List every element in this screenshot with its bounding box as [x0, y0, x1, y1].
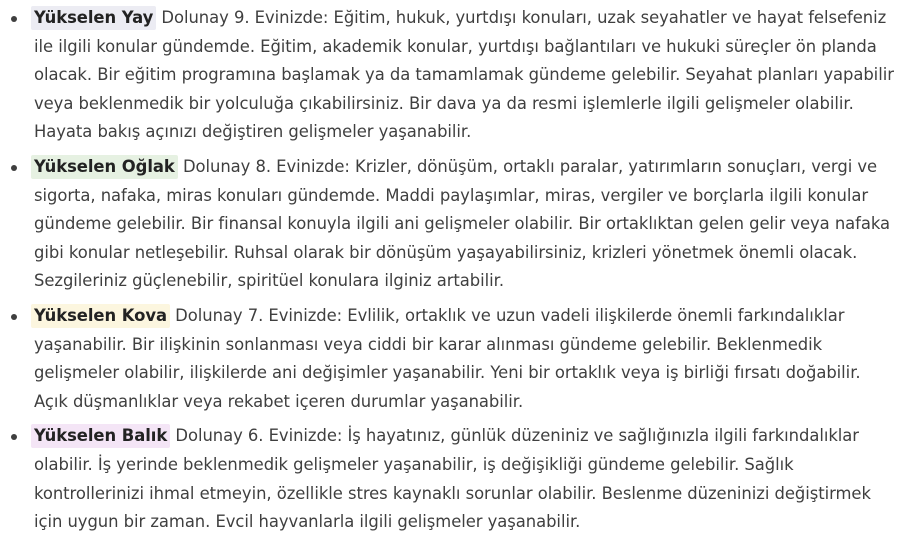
bullet-icon	[11, 314, 17, 320]
sign-label: Yükselen Balık	[31, 424, 170, 448]
entry-text: Dolunay 8. Evinizde: Krizler, dönüşüm, ortaklı paralar, yatırımların sonuçları, vergi ve sigorta, nafaka, miras konuları gündemde. Maddi paylaşımlar, miras, vergiler ve borçlarla ilgili konular gündeme gelebilir. Bir finansal konuyla ilgili ani gelişmeler olabilir. Bir ortaklıktan gelen gelir veya nafaka gibi konular netleşebilir. Ruhsal olarak bir dönüşüm yaşayabilirsiniz, krizleri yönetmek önemli olacak. Sezgileriniz güçlenebilir, spiritüel konulara ilginiz artabilir.	[34, 156, 891, 291]
bullet-icon	[11, 16, 17, 22]
sign-label: Yükselen Kova	[31, 304, 170, 328]
list-item-kova	[11, 302, 895, 416]
list-item-yay	[11, 4, 895, 147]
entry-text: Dolunay 6. Evinizde: İş hayatınız, günlük düzeniniz ve sağlığınızla ilgili farkındalıklar olabilir. İş yerinde beklenmedik gelişmeler yaşanabilir, iş değişikliği gündeme gelebilir. Sağlık kontrollerinizi ihmal etmeyin, özellikle stres kaynaklı sorunlar olabilir. Beslenme düzeninizi değiştirmek için uygun bir zaman. Evcil hayvanlarla ilgili gelişmeler yaşanabilir.	[34, 426, 871, 532]
entry-text: Dolunay 7. Evinizde: Evlilik, ortaklık ve uzun vadeli ilişkilerde önemli farkındalıklar yaşanabilir. Bir ilişkinin sonlanması veya ciddi bir karar alınması gündeme gelebilir. Beklenmedik gelişmeler olabilir, ilişkilerde ani değişimler yaşanabilir. Yeni bir ortaklık veya iş birliği fırsatı doğabilir. Açık düşmanlıklar veya rekabet içeren durumlar yaşanabilir.	[34, 305, 861, 411]
bullet-icon	[11, 165, 17, 171]
list-item-balik	[11, 422, 895, 536]
bullet-icon	[11, 434, 17, 440]
sign-label: Yükselen Oğlak	[31, 155, 178, 179]
horoscope-list	[11, 4, 895, 537]
list-item-oglak	[11, 153, 895, 296]
entry-text: Dolunay 9. Evinizde: Eğitim, hukuk, yurtdışı konuları, uzak seyahatler ve hayat felsefeniz ile ilgili konular gündemde. Eğitim, akademik konular, yurtdışı bağlantıları ve hukuki süreçler ön planda olacak. Bir eğitim programına başlamak ya da tamamlamak gündeme gelebilir. Seyahat planları yapabilir veya beklenmedik bir yolculuğa çıkabilirsiniz. Bir dava ya da resmi işlemlerle ilgili gelişmeler olabilir. Hayata bakış açınızı değiştiren gelişmeler yaşanabilir.	[34, 8, 894, 142]
sign-label: Yükselen Yay	[31, 6, 156, 30]
